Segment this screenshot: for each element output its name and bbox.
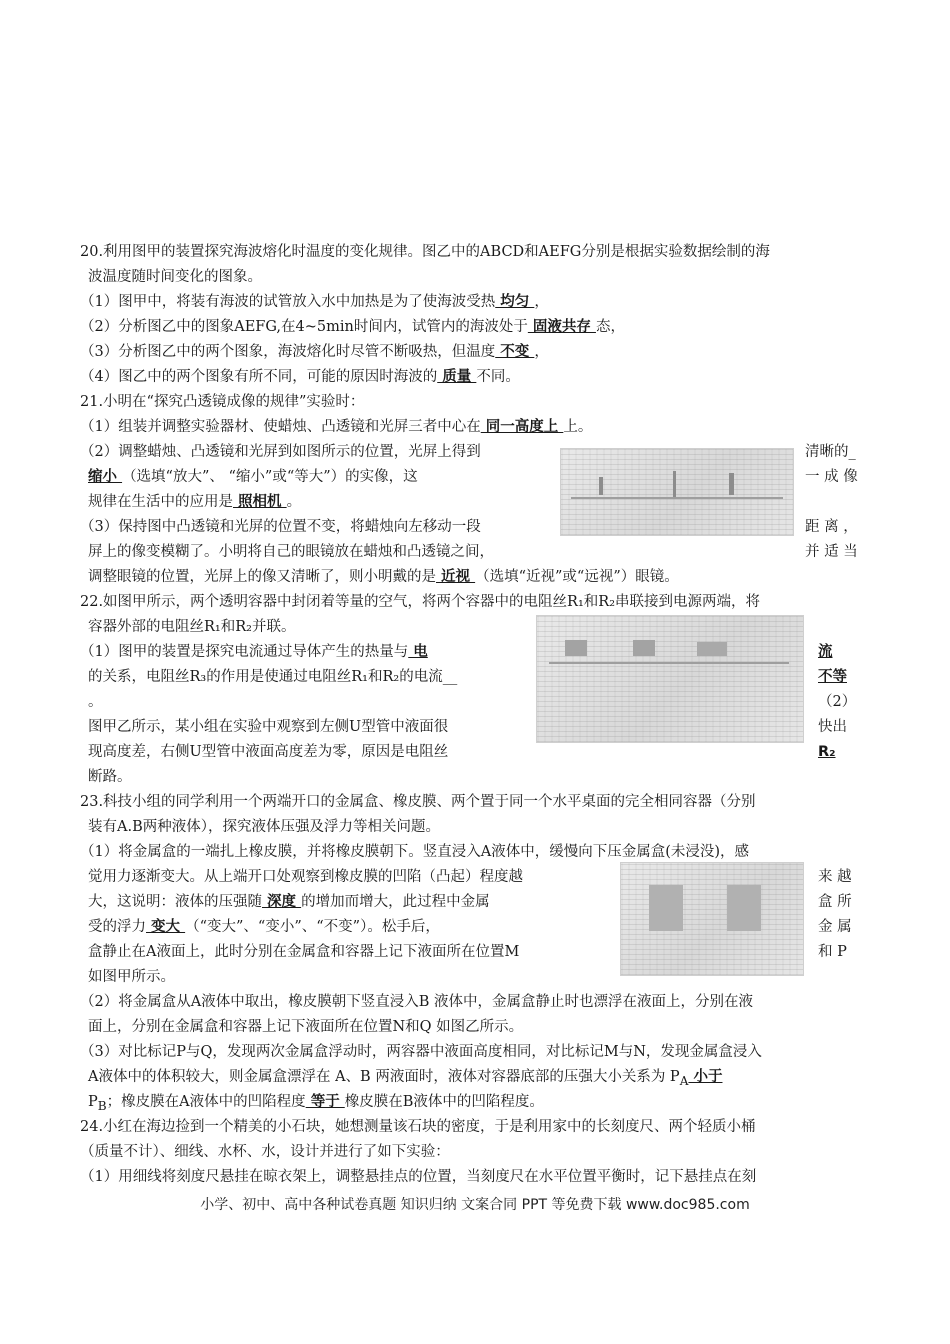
q22-right1	[818, 643, 833, 661]
q23-part2-line2: 面上，分别在金属盒和容器上记下液面所在位置N和Q 如图乙所示。	[88, 1019, 524, 1035]
q23-part1-line6: 如图甲所示。	[88, 969, 175, 985]
q23-part1-line5: 盒静止在A液面上，此时分别在金属盒和容器上记下液面所在位置M	[88, 944, 520, 960]
q24-part1-line1: （1）用细线将刻度尺悬挂在晾衣架上，调整悬挂点的位置，当刻度尺在水平位置平衡时，记下悬挂点在刻	[80, 1169, 757, 1185]
container-b-mark	[727, 885, 761, 931]
q22-part2-line1: 图甲乙所示，某小组在实验中观察到左侧U型管中液面很	[88, 719, 449, 735]
container-left-mark	[565, 640, 587, 656]
q21-part3-line3: 调整眼镜的位置，光屏上的像又清晰了，则小明戴的是 近视 （选填“近视”或“远视”）眼镜。	[88, 569, 679, 585]
q24-stem-line1: 24.小红在海边捡到一个精美的小石块，她想测量该石块的密度，于是利用家中的长刻度尺、两个轻质小桶	[80, 1119, 756, 1135]
q22-right5	[818, 743, 836, 761]
q20-part3: （3）分析图乙中的两个图象，海波熔化时尽管不断吸热，但温度 不变 ，	[80, 344, 549, 360]
q23-part1-line1: （1）将金属盒的一端扎上橡皮膜，并将橡皮膜朝下。竖直浸入A液体中，缓慢向下压金属盒(未浸没)，感	[80, 844, 750, 860]
q23-part2-line1: （2）将金属盒从A液体中取出，橡皮膜朝下竖直浸入B 液体中，金属盒静止时也漂浮在液面上，分别在液	[80, 994, 753, 1010]
q21-part3-line1: （3）保持图中凸透镜和光屏的位置不变，将蜡烛向左移动一段	[80, 519, 481, 535]
answer-blank: 小于	[688, 1069, 723, 1085]
metal-box-figure	[620, 862, 804, 976]
q21-part3-right1: 距 离 ，	[805, 519, 858, 535]
q20-part2: （2）分析图乙中的图象AEFG,在4~5min时间内，试管内的海波处于 固液共存 态，	[80, 319, 625, 335]
q22-part1-line1: （1）图甲的装置是探究电流通过导体产生的热量与 电	[80, 644, 428, 660]
container-right-mark	[633, 640, 655, 656]
screen-mark	[729, 473, 734, 495]
answer-blank: 质量	[437, 369, 477, 385]
q22-right3: （2）	[818, 694, 857, 710]
answer-blank: 电	[408, 644, 428, 660]
answer-blank: R₂	[818, 744, 836, 760]
answer-blank: 同一高度上	[480, 419, 564, 435]
container-a-mark	[649, 885, 683, 931]
lens-mark	[673, 471, 676, 497]
container-extra-mark	[697, 642, 727, 656]
answer-blank: 等于	[305, 1094, 345, 1110]
q20-stem-line1: 20.利用图甲的装置探究海波熔化时温度的变化规律。图乙中的ABCD和AEFG分别是根据实验数据绘制的海	[80, 244, 770, 260]
q22-right2	[818, 668, 847, 686]
answer-blank: 缩小	[88, 469, 123, 485]
q23-part1-line3: 大，这说明：液体的压强随 深度 的增加而增大，此过程中金属	[88, 894, 490, 910]
q21-part1: （1）组装并调整实验器材、使蜡烛、凸透镜和光屏三者中心在 同一高度上 上。	[80, 419, 593, 435]
answer-blank: 变大	[146, 919, 186, 935]
q21-part2-right1: 清晰的_	[805, 444, 856, 460]
page-footer: 小学、初中、高中各种试卷真题 知识归纳 文案合同 PPT 等免费下载 www.doc985.com	[200, 1197, 750, 1213]
q23-stem-line1: 23.科技小组的同学利用一个两端开口的金属盒、橡皮膜、两个置于同一个水平桌面的完全相同容器（分别	[80, 794, 756, 810]
q20-part4: （4）图乙中的两个图象有所不同，可能的原因时海波的 质量 不同。	[80, 369, 520, 385]
q23-part3-line2: A液体中的体积较大，则金属盒漂浮在 A、B 两液面时，液体对容器底部的压强大小关系为 $P_A$ 小于	[88, 1069, 723, 1088]
q22-stem-line1: 22.如图甲所示，两个透明容器中封闭着等量的空气，将两个容器中的电阻丝R₁和R₂串联接到电源两端，将	[80, 594, 761, 610]
q22-part2-line3: 断路。	[88, 769, 132, 785]
answer-blank: 不变	[495, 344, 535, 360]
q23-part1-line2: 觉用力逐渐变大。从上端开口处观察到橡皮膜的凹陷（凸起）程度越	[88, 869, 523, 885]
answer-blank: 照相机	[233, 494, 287, 510]
optical-bench-mark	[571, 497, 783, 499]
lens-experiment-figure	[560, 448, 794, 536]
q23-part3-line3: $P_B$；橡皮膜在A液体中的凹陷程度 等于 橡皮膜在B液体中的凹陷程度。	[88, 1094, 544, 1113]
q22-right4: 快出	[818, 719, 847, 735]
answer-blank: 均匀	[495, 294, 535, 310]
q23-part3-line1: （3）对比标记P与Q，发现两次金属盒浮动时，两容器中液面高度相同，对比标记M与N，发现金属盒浸入	[80, 1044, 762, 1060]
q20-part1: （1）图甲中，将装有海波的试管放入水中加热是为了使海波受热 均匀 ，	[80, 294, 549, 310]
heating-experiment-figure	[536, 615, 804, 743]
q21-part3-line2: 屏上的像变模糊了。小明将自己的眼镜放在蜡烛和凸透镜之间，	[88, 544, 494, 560]
q23-stem-line2: 装有A.B两种液体），探究液体压强及浮力等相关问题。	[88, 819, 440, 835]
q23-right3: 盒 所	[818, 894, 852, 910]
q23-right2: 来 越	[818, 869, 852, 885]
q21-part3-right2: 并 适 当	[805, 544, 858, 560]
answer-blank: 流	[818, 644, 833, 660]
circuit-line-mark	[549, 662, 789, 664]
answer-blank: 固液共存	[527, 319, 596, 335]
candle-mark	[599, 477, 603, 495]
q22-part1-line3: 。	[88, 694, 103, 710]
q23-right5: 和 P	[818, 944, 847, 960]
answer-blank: 深度	[262, 894, 302, 910]
q21-part2-line1: （2）调整蜡烛、凸透镜和光屏到如图所示的位置，光屏上得到	[80, 444, 481, 460]
q23-right4: 金 属	[818, 919, 852, 935]
q21-stem: 21.小明在“探究凸透镜成像的规律”实验时：	[80, 394, 365, 410]
q22-stem-line2: 容器外部的电阻丝R₁和R₂并联。	[88, 619, 296, 635]
q20-stem-line2: 波温度随时间变化的图象。	[88, 269, 262, 285]
q21-part2-line3: 规律在生活中的应用是 照相机 。	[88, 494, 302, 510]
q23-part1-line4: 受的浮力 变大 （“变大”、“变小”、“不变”）。松手后，	[88, 919, 440, 935]
answer-blank: 近视	[436, 569, 476, 585]
q22-part1-line2: 的关系，电阻丝R₃的作用是使通过电阻丝R₁和R₂的电流__	[88, 669, 458, 685]
q22-part2-line2: 现高度差，右侧U型管中液面高度差为零，原因是电阻丝	[88, 744, 449, 760]
q21-part2-right2: 一 成 像	[805, 469, 858, 485]
answer-blank: 不等	[818, 669, 847, 685]
q21-part2-line2: 缩小 （选填“放大”、 “缩小”或“等大”）的实像，这	[88, 469, 418, 485]
q24-stem-line2: （质量不计）、细线、水杯、水，设计并进行了如下实验：	[80, 1144, 450, 1160]
